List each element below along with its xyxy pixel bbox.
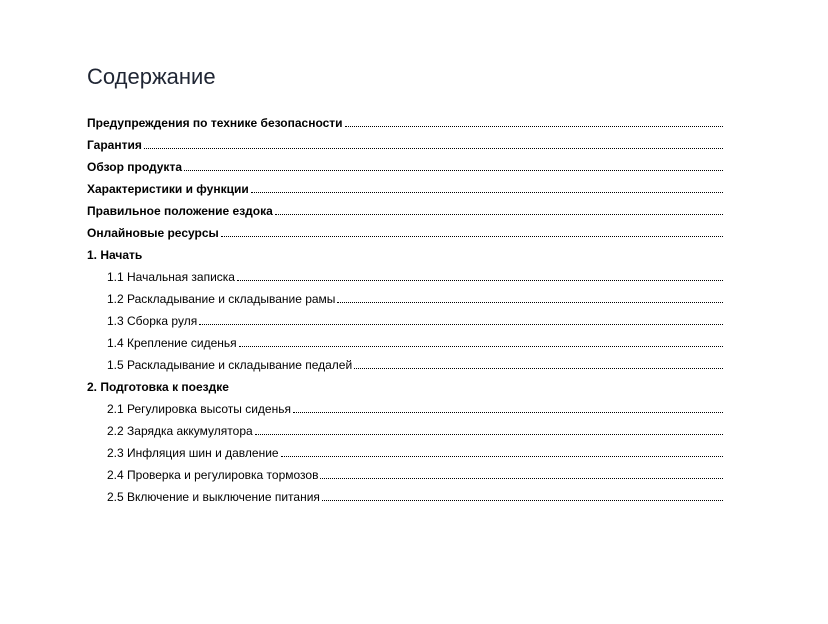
toc-dot-leader [144, 258, 723, 259]
table-of-contents [87, 108, 723, 504]
toc-section-entry[interactable] [87, 130, 723, 152]
toc-section-entry[interactable] [87, 218, 723, 240]
toc-dot-leader [354, 367, 723, 369]
toc-dot-leader [237, 279, 723, 281]
toc-entry-label: 2.3 Инфляция шин и давление [107, 446, 279, 460]
toc-section-entry[interactable] [87, 174, 723, 196]
toc-dot-leader [199, 323, 723, 325]
toc-dot-leader [281, 455, 723, 457]
toc-entry-label: Предупреждения по технике безопасности [87, 116, 343, 130]
toc-dot-leader [337, 301, 723, 303]
toc-entry-label: Характеристики и функции [87, 182, 249, 196]
toc-entry-label: 1.4 Крепление сиденья [107, 336, 237, 350]
toc-dot-leader [255, 433, 723, 435]
toc-dot-leader [275, 213, 723, 215]
toc-entry-label: 2.4 Проверка и регулировка тормозов [107, 468, 319, 482]
toc-dot-leader [345, 125, 723, 127]
toc-subsection-entry[interactable] [87, 482, 723, 504]
toc-entry-label: 1. Начать [87, 248, 143, 262]
toc-subsection-entry[interactable] [87, 328, 723, 350]
toc-subsection-entry[interactable] [87, 394, 723, 416]
toc-dot-leader [320, 477, 723, 479]
toc-subsection-entry[interactable] [87, 262, 723, 284]
toc-entry-label: 2.5 Включение и выключение питания [107, 490, 320, 504]
toc-subsection-entry[interactable] [87, 460, 723, 482]
toc-section-entry[interactable] [87, 152, 723, 174]
toc-subsection-entry[interactable] [87, 438, 723, 460]
toc-dot-leader [144, 147, 723, 149]
toc-entry-label: Онлайновые ресурсы [87, 226, 219, 240]
toc-entry-label: 1.2 Раскладывание и складывание рамы [107, 292, 336, 306]
toc-entry-label: Обзор продукта [87, 160, 182, 174]
toc-section-entry[interactable] [87, 108, 723, 130]
toc-dot-leader [251, 191, 723, 193]
toc-entry-label: 1.5 Раскладывание и складывание педалей [107, 358, 353, 372]
toc-dot-leader [184, 169, 723, 171]
toc-title: Содержание [87, 64, 216, 89]
toc-entry-label: 2.2 Зарядка аккумулятора [107, 424, 253, 438]
toc-entry-label: 1.3 Сборка руля [107, 314, 198, 328]
toc-entry-label: 1.1 Начальная записка [107, 270, 235, 284]
toc-entry-label: Гарантия [87, 138, 142, 152]
toc-subsection-entry[interactable] [87, 416, 723, 438]
toc-subsection-entry[interactable] [87, 284, 723, 306]
toc-entry-label: Правильное положение ездока [87, 204, 273, 218]
toc-dot-leader [239, 345, 723, 347]
toc-dot-leader [293, 411, 723, 413]
toc-section-entry[interactable] [87, 372, 723, 394]
toc-dot-leader [322, 499, 723, 501]
toc-dot-leader [231, 390, 723, 391]
toc-subsection-entry[interactable] [87, 350, 723, 372]
toc-section-entry[interactable] [87, 196, 723, 218]
toc-subsection-entry[interactable] [87, 306, 723, 328]
toc-entry-label: 2. Подготовка к поездке [87, 380, 229, 394]
toc-section-entry[interactable] [87, 240, 723, 262]
toc-dot-leader [221, 235, 723, 237]
toc-entry-label: 2.1 Регулировка высоты сиденья [107, 402, 291, 416]
